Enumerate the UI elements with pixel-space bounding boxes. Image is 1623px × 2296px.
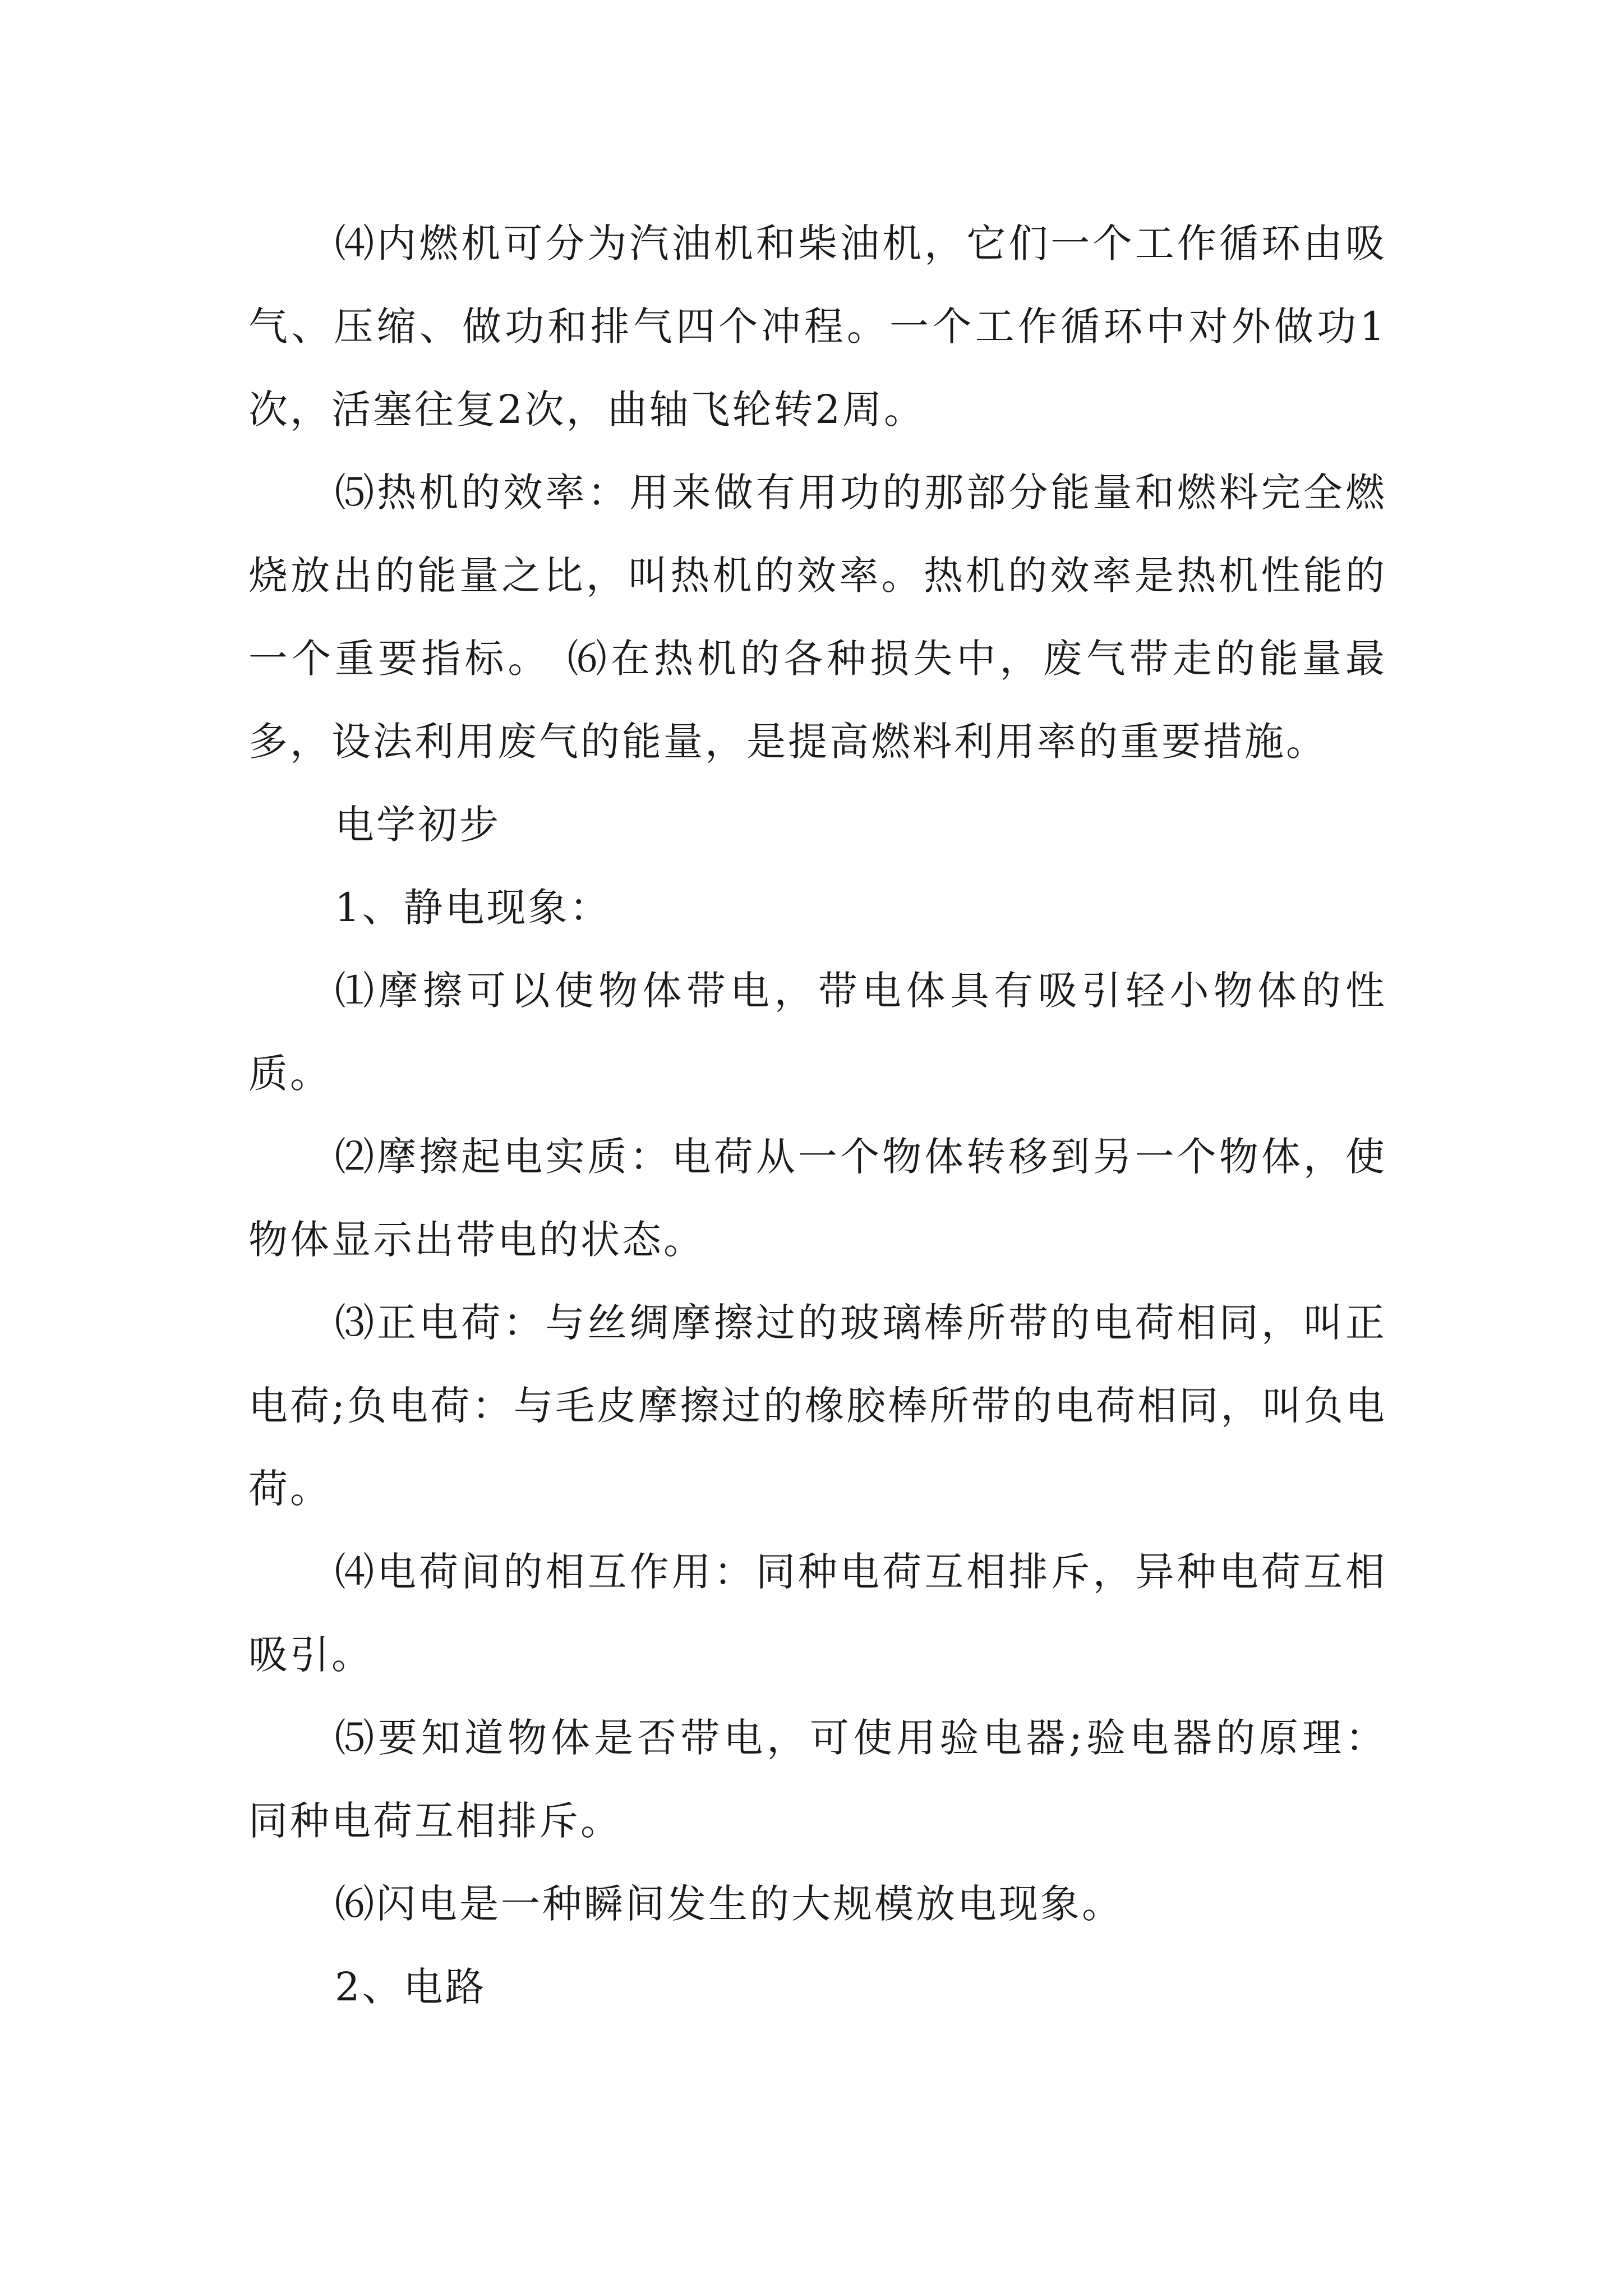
paragraph-static-4: ⑷电荷间的相互作用：同种电荷互相排斥，异种电荷互相吸引。 bbox=[248, 1549, 1387, 1678]
subsection-heading-static: 1、静电现象： bbox=[335, 885, 611, 931]
paragraph-engine-cycle: ⑷内燃机可分为汽油机和柴油机，它们一个工作循环由吸气、压缩、做功和排气四个冲程。一个工作循环中对外做功1次，活塞往复2次，曲轴飞轮转2周。 bbox=[248, 220, 1387, 432]
paragraph-static-2: ⑵摩擦起电实质：电荷从一个物体转移到另一个物体，使物体显示出带电的状态。 bbox=[248, 1134, 1387, 1263]
paragraph-static-6: ⑹闪电是一种瞬间发生的大规模放电现象。 bbox=[335, 1881, 1123, 1927]
paragraph-static-1: ⑴摩擦可以使物体带电，带电体具有吸引轻小物体的性质。 bbox=[248, 968, 1387, 1097]
document-body bbox=[248, 202, 1387, 2028]
section-heading-electricity: 电学初步 bbox=[335, 802, 501, 848]
subsection-heading-circuit: 2、电路 bbox=[335, 1964, 487, 2010]
paragraph-engine-efficiency: ⑸热机的效率：用来做有用功的那部分能量和燃料完全燃烧放出的能量之比，叫热机的效率。热机的效率是热机性能的一个重要指标。 ⑹在热机的各种损失中，废气带走的能量最多，设法利用废气的能量，是提高燃料利用率的重要措施。 bbox=[248, 470, 1387, 765]
paragraph-static-5: ⑸要知道物体是否带电，可使用验电器;验电器的原理：同种电荷互相排斥。 bbox=[248, 1715, 1387, 1844]
paragraph-static-3: ⑶正电荷：与丝绸摩擦过的玻璃棒所带的电荷相同，叫正电荷;负电荷：与毛皮摩擦过的橡胶棒所带的电荷相同，叫负电荷。 bbox=[248, 1300, 1387, 1512]
